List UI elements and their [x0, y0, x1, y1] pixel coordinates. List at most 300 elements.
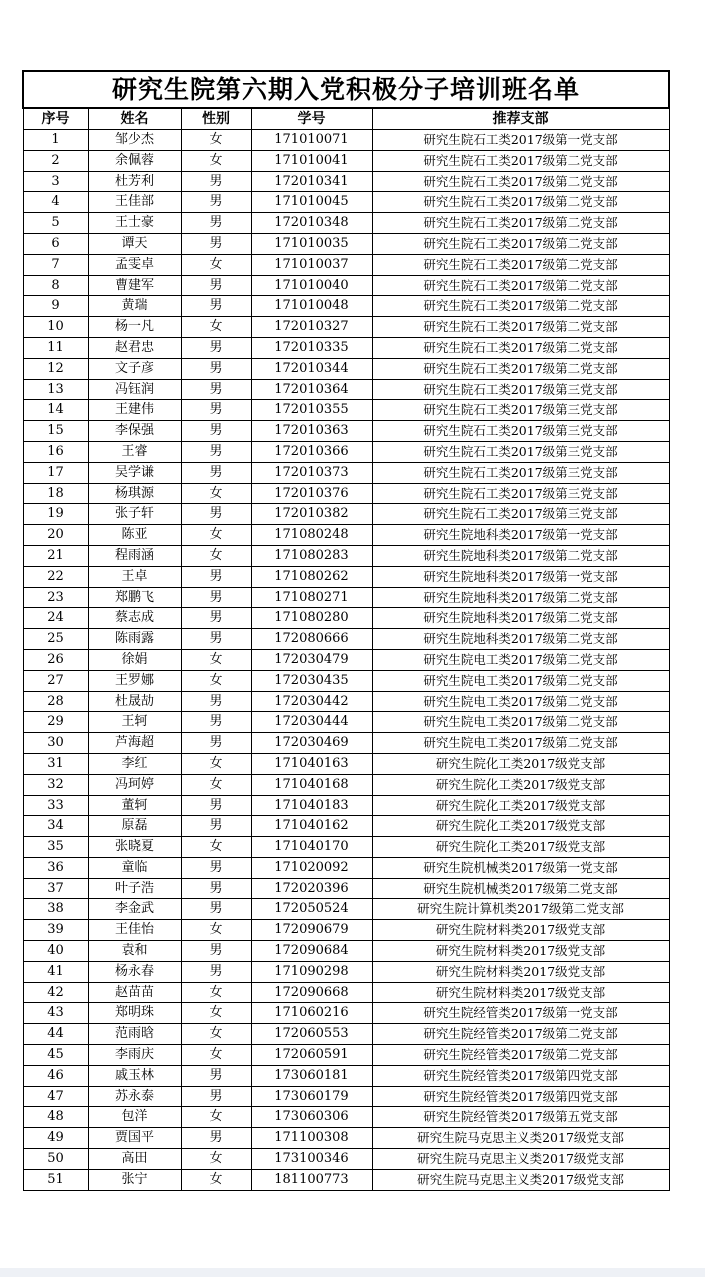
cell-gender: 男	[181, 441, 251, 462]
cell-name: 黄瑞	[88, 296, 181, 317]
cell-branch: 研究生院石工类2017级第三党支部	[372, 441, 669, 462]
table-row	[23, 1128, 669, 1149]
table-row	[23, 192, 669, 213]
cell-branch: 研究生院电工类2017级第二党支部	[372, 691, 669, 712]
header-gender: 性别	[181, 108, 251, 130]
cell-gender: 女	[181, 649, 251, 670]
cell-branch: 研究生院石工类2017级第二党支部	[372, 254, 669, 275]
table-row	[23, 1169, 669, 1190]
cell-gender: 女	[181, 670, 251, 691]
table-row	[23, 1003, 669, 1024]
cell-name: 包洋	[88, 1107, 181, 1128]
cell-gender: 男	[181, 400, 251, 421]
cell-index: 31	[23, 753, 88, 774]
cell-gender: 女	[181, 1045, 251, 1066]
cell-gender: 男	[181, 462, 251, 483]
cell-branch: 研究生院地科类2017级第二党支部	[372, 545, 669, 566]
cell-branch: 研究生院石工类2017级第三党支部	[372, 379, 669, 400]
header-index: 序号	[23, 108, 88, 130]
cell-branch: 研究生院机械类2017级第一党支部	[372, 857, 669, 878]
roster-body	[23, 71, 669, 1190]
cell-student-id: 171010041	[251, 150, 372, 171]
cell-index: 39	[23, 920, 88, 941]
table-row	[23, 649, 669, 670]
cell-student-id: 172050524	[251, 899, 372, 920]
table-row	[23, 1086, 669, 1107]
table-row	[23, 1065, 669, 1086]
cell-student-id: 172010355	[251, 400, 372, 421]
table-row	[23, 337, 669, 358]
cell-branch: 研究生院经管类2017级第五党支部	[372, 1107, 669, 1128]
cell-index: 22	[23, 566, 88, 587]
cell-student-id: 172010373	[251, 462, 372, 483]
cell-student-id: 171080280	[251, 608, 372, 629]
cell-student-id: 172010382	[251, 504, 372, 525]
cell-index: 8	[23, 275, 88, 296]
cell-gender: 女	[181, 837, 251, 858]
cell-gender: 男	[181, 691, 251, 712]
cell-index: 47	[23, 1086, 88, 1107]
header-row	[23, 108, 669, 130]
cell-name: 董轲	[88, 795, 181, 816]
table-row	[23, 462, 669, 483]
cell-student-id: 171060216	[251, 1003, 372, 1024]
cell-name: 王轲	[88, 712, 181, 733]
cell-branch: 研究生院马克思主义类2017级党支部	[372, 1169, 669, 1190]
cell-name: 王佳部	[88, 192, 181, 213]
table-row	[23, 670, 669, 691]
table-row	[23, 899, 669, 920]
table-row	[23, 982, 669, 1003]
cell-name: 张晓夏	[88, 837, 181, 858]
cell-gender: 女	[181, 1169, 251, 1190]
cell-index: 49	[23, 1128, 88, 1149]
cell-branch: 研究生院地科类2017级第一党支部	[372, 566, 669, 587]
table-row	[23, 400, 669, 421]
cell-student-id: 171040168	[251, 774, 372, 795]
table-row	[23, 441, 669, 462]
cell-branch: 研究生院化工类2017级党支部	[372, 753, 669, 774]
cell-index: 51	[23, 1169, 88, 1190]
cell-index: 14	[23, 400, 88, 421]
cell-gender: 男	[181, 296, 251, 317]
table-row	[23, 566, 669, 587]
cell-branch: 研究生院石工类2017级第三党支部	[372, 400, 669, 421]
cell-branch: 研究生院地科类2017级第一党支部	[372, 525, 669, 546]
table-row	[23, 421, 669, 442]
cell-branch: 研究生院石工类2017级第三党支部	[372, 504, 669, 525]
cell-student-id: 172030444	[251, 712, 372, 733]
cell-branch: 研究生院石工类2017级第一党支部	[372, 130, 669, 151]
cell-index: 40	[23, 941, 88, 962]
cell-gender: 女	[181, 483, 251, 504]
cell-gender: 男	[181, 899, 251, 920]
cell-name: 余佩蓉	[88, 150, 181, 171]
cell-student-id: 172010366	[251, 441, 372, 462]
cell-branch: 研究生院石工类2017级第二党支部	[372, 317, 669, 338]
cell-student-id: 171010040	[251, 275, 372, 296]
cell-student-id: 171010035	[251, 233, 372, 254]
cell-gender: 男	[181, 1086, 251, 1107]
cell-student-id: 171010048	[251, 296, 372, 317]
cell-gender: 男	[181, 961, 251, 982]
cell-branch: 研究生院化工类2017级党支部	[372, 795, 669, 816]
table-row	[23, 296, 669, 317]
cell-index: 25	[23, 629, 88, 650]
cell-name: 李保强	[88, 421, 181, 442]
cell-student-id: 171040170	[251, 837, 372, 858]
cell-gender: 女	[181, 753, 251, 774]
cell-name: 贾国平	[88, 1128, 181, 1149]
cell-index: 34	[23, 816, 88, 837]
cell-branch: 研究生院电工类2017级第二党支部	[372, 670, 669, 691]
cell-name: 王士豪	[88, 213, 181, 234]
cell-index: 12	[23, 358, 88, 379]
cell-branch: 研究生院材料类2017级党支部	[372, 920, 669, 941]
table-row	[23, 317, 669, 338]
table-row	[23, 233, 669, 254]
roster-table	[22, 70, 670, 1191]
cell-name: 袁和	[88, 941, 181, 962]
cell-student-id: 171010045	[251, 192, 372, 213]
cell-name: 程雨涵	[88, 545, 181, 566]
table-row	[23, 1024, 669, 1045]
cell-name: 吴学谦	[88, 462, 181, 483]
cell-gender: 男	[181, 337, 251, 358]
cell-branch: 研究生院石工类2017级第三党支部	[372, 483, 669, 504]
table-row	[23, 213, 669, 234]
cell-name: 原磊	[88, 816, 181, 837]
cell-index: 37	[23, 878, 88, 899]
cell-gender: 男	[181, 566, 251, 587]
cell-index: 32	[23, 774, 88, 795]
cell-name: 陈亚	[88, 525, 181, 546]
table-row	[23, 254, 669, 275]
cell-branch: 研究生院石工类2017级第二党支部	[372, 275, 669, 296]
cell-name: 李红	[88, 753, 181, 774]
cell-name: 郑明珠	[88, 1003, 181, 1024]
cell-index: 29	[23, 712, 88, 733]
cell-name: 陈雨露	[88, 629, 181, 650]
cell-student-id: 173060181	[251, 1065, 372, 1086]
cell-gender: 男	[181, 712, 251, 733]
cell-branch: 研究生院石工类2017级第三党支部	[372, 421, 669, 442]
cell-gender: 男	[181, 629, 251, 650]
cell-index: 21	[23, 545, 88, 566]
cell-index: 24	[23, 608, 88, 629]
cell-index: 9	[23, 296, 88, 317]
cell-branch: 研究生院石工类2017级第三党支部	[372, 462, 669, 483]
table-row	[23, 691, 669, 712]
cell-student-id: 171080248	[251, 525, 372, 546]
cell-index: 11	[23, 337, 88, 358]
cell-gender: 男	[181, 358, 251, 379]
table-row	[23, 504, 669, 525]
cell-name: 曹建军	[88, 275, 181, 296]
cell-index: 7	[23, 254, 88, 275]
cell-gender: 男	[181, 878, 251, 899]
cell-student-id: 172010363	[251, 421, 372, 442]
cell-student-id: 172010341	[251, 171, 372, 192]
cell-name: 芦海超	[88, 733, 181, 754]
cell-branch: 研究生院材料类2017级党支部	[372, 982, 669, 1003]
cell-name: 杨一凡	[88, 317, 181, 338]
cell-branch: 研究生院石工类2017级第二党支部	[372, 337, 669, 358]
cell-gender: 男	[181, 941, 251, 962]
cell-gender: 女	[181, 545, 251, 566]
cell-student-id: 172090684	[251, 941, 372, 962]
cell-student-id: 171010071	[251, 130, 372, 151]
header-name: 姓名	[88, 108, 181, 130]
table-row	[23, 816, 669, 837]
cell-student-id: 172030469	[251, 733, 372, 754]
cell-gender: 男	[181, 421, 251, 442]
cell-branch: 研究生院材料类2017级党支部	[372, 941, 669, 962]
table-row	[23, 1149, 669, 1170]
table-row	[23, 545, 669, 566]
cell-student-id: 171080271	[251, 587, 372, 608]
cell-branch: 研究生院石工类2017级第二党支部	[372, 192, 669, 213]
cell-gender: 男	[181, 379, 251, 400]
cell-name: 徐娟	[88, 649, 181, 670]
cell-gender: 女	[181, 525, 251, 546]
cell-index: 15	[23, 421, 88, 442]
cell-student-id: 171090298	[251, 961, 372, 982]
table-row	[23, 857, 669, 878]
cell-branch: 研究生院石工类2017级第二党支部	[372, 213, 669, 234]
cell-gender: 女	[181, 254, 251, 275]
cell-gender: 男	[181, 733, 251, 754]
cell-gender: 男	[181, 795, 251, 816]
cell-gender: 男	[181, 608, 251, 629]
cell-name: 孟雯卓	[88, 254, 181, 275]
cell-index: 19	[23, 504, 88, 525]
cell-name: 文子彦	[88, 358, 181, 379]
cell-student-id: 171080283	[251, 545, 372, 566]
cell-gender: 男	[181, 275, 251, 296]
title-row	[23, 71, 669, 108]
cell-branch: 研究生院化工类2017级党支部	[372, 816, 669, 837]
cell-index: 38	[23, 899, 88, 920]
cell-student-id: 171100308	[251, 1128, 372, 1149]
cell-index: 26	[23, 649, 88, 670]
cell-name: 邹少杰	[88, 130, 181, 151]
cell-index: 43	[23, 1003, 88, 1024]
cell-name: 王建伟	[88, 400, 181, 421]
cell-gender: 女	[181, 1149, 251, 1170]
table-row	[23, 130, 669, 151]
cell-index: 48	[23, 1107, 88, 1128]
cell-index: 1	[23, 130, 88, 151]
cell-gender: 女	[181, 130, 251, 151]
cell-gender: 女	[181, 1107, 251, 1128]
cell-gender: 女	[181, 1024, 251, 1045]
cell-student-id: 172010327	[251, 317, 372, 338]
cell-branch: 研究生院化工类2017级党支部	[372, 774, 669, 795]
cell-student-id: 172010344	[251, 358, 372, 379]
cell-branch: 研究生院马克思主义类2017级党支部	[372, 1128, 669, 1149]
cell-index: 27	[23, 670, 88, 691]
cell-student-id: 172030479	[251, 649, 372, 670]
cell-index: 20	[23, 525, 88, 546]
cell-index: 46	[23, 1065, 88, 1086]
cell-name: 童临	[88, 857, 181, 878]
cell-gender: 男	[181, 857, 251, 878]
cell-student-id: 171040183	[251, 795, 372, 816]
table-row	[23, 712, 669, 733]
cell-name: 王佳怡	[88, 920, 181, 941]
cell-branch: 研究生院石工类2017级第二党支部	[372, 171, 669, 192]
cell-branch: 研究生院机械类2017级第二党支部	[372, 878, 669, 899]
cell-branch: 研究生院计算机类2017级第二党支部	[372, 899, 669, 920]
cell-name: 杨永春	[88, 961, 181, 982]
cell-gender: 女	[181, 150, 251, 171]
cell-gender: 女	[181, 982, 251, 1003]
cell-branch: 研究生院石工类2017级第二党支部	[372, 296, 669, 317]
cell-name: 蔡志成	[88, 608, 181, 629]
header-branch: 推荐支部	[372, 108, 669, 130]
table-row	[23, 150, 669, 171]
cell-gender: 女	[181, 1003, 251, 1024]
cell-student-id: 172090679	[251, 920, 372, 941]
cell-student-id: 173060306	[251, 1107, 372, 1128]
cell-gender: 男	[181, 587, 251, 608]
cell-student-id: 171010037	[251, 254, 372, 275]
cell-name: 杜晟劼	[88, 691, 181, 712]
cell-student-id: 172010364	[251, 379, 372, 400]
cell-branch: 研究生院电工类2017级第二党支部	[372, 712, 669, 733]
cell-student-id: 181100773	[251, 1169, 372, 1190]
cell-index: 36	[23, 857, 88, 878]
cell-name: 张子轩	[88, 504, 181, 525]
table-row	[23, 774, 669, 795]
cell-gender: 女	[181, 920, 251, 941]
cell-name: 李金武	[88, 899, 181, 920]
header-student-id: 学号	[251, 108, 372, 130]
cell-student-id: 172060553	[251, 1024, 372, 1045]
cell-name: 李雨庆	[88, 1045, 181, 1066]
cell-student-id: 172030435	[251, 670, 372, 691]
cell-index: 42	[23, 982, 88, 1003]
cell-student-id: 172030442	[251, 691, 372, 712]
cell-name: 郑鹏飞	[88, 587, 181, 608]
cell-index: 5	[23, 213, 88, 234]
cell-student-id: 171040162	[251, 816, 372, 837]
table-row	[23, 1107, 669, 1128]
cell-index: 35	[23, 837, 88, 858]
cell-name: 张宁	[88, 1169, 181, 1190]
table-row	[23, 525, 669, 546]
table-row	[23, 483, 669, 504]
cell-name: 高田	[88, 1149, 181, 1170]
cell-name: 杜芳利	[88, 171, 181, 192]
cell-gender: 男	[181, 1065, 251, 1086]
cell-gender: 女	[181, 317, 251, 338]
cell-name: 戚玉林	[88, 1065, 181, 1086]
cell-branch: 研究生院经管类2017级第四党支部	[372, 1065, 669, 1086]
cell-student-id: 172020396	[251, 878, 372, 899]
table-row	[23, 358, 669, 379]
cell-name: 赵苗苗	[88, 982, 181, 1003]
cell-name: 杨琪源	[88, 483, 181, 504]
cell-branch: 研究生院马克思主义类2017级党支部	[372, 1149, 669, 1170]
cell-name: 冯钰润	[88, 379, 181, 400]
cell-name: 赵君忠	[88, 337, 181, 358]
cell-branch: 研究生院石工类2017级第二党支部	[372, 233, 669, 254]
table-row	[23, 837, 669, 858]
table-row	[23, 878, 669, 899]
cell-name: 王卓	[88, 566, 181, 587]
cell-branch: 研究生院地科类2017级第二党支部	[372, 587, 669, 608]
cell-branch: 研究生院石工类2017级第二党支部	[372, 358, 669, 379]
cell-gender: 男	[181, 816, 251, 837]
cell-student-id: 171020092	[251, 857, 372, 878]
cell-index: 6	[23, 233, 88, 254]
cell-student-id: 172060591	[251, 1045, 372, 1066]
table-row	[23, 961, 669, 982]
cell-index: 28	[23, 691, 88, 712]
cell-gender: 男	[181, 1128, 251, 1149]
table-row	[23, 275, 669, 296]
table-row	[23, 941, 669, 962]
cell-name: 苏永泰	[88, 1086, 181, 1107]
cell-index: 17	[23, 462, 88, 483]
cell-index: 4	[23, 192, 88, 213]
cell-branch: 研究生院电工类2017级第二党支部	[372, 733, 669, 754]
cell-branch: 研究生院经管类2017级第四党支部	[372, 1086, 669, 1107]
cell-index: 50	[23, 1149, 88, 1170]
cell-index: 16	[23, 441, 88, 462]
cell-gender: 男	[181, 213, 251, 234]
table-row	[23, 795, 669, 816]
cell-branch: 研究生院经管类2017级第一党支部	[372, 1003, 669, 1024]
table-row	[23, 171, 669, 192]
cell-student-id: 171080262	[251, 566, 372, 587]
cell-gender: 男	[181, 504, 251, 525]
cell-gender: 男	[181, 171, 251, 192]
cell-student-id: 172010335	[251, 337, 372, 358]
cell-name: 叶子浩	[88, 878, 181, 899]
cell-index: 13	[23, 379, 88, 400]
cell-index: 44	[23, 1024, 88, 1045]
cell-student-id: 172080666	[251, 629, 372, 650]
table-row	[23, 753, 669, 774]
cell-student-id: 172090668	[251, 982, 372, 1003]
cell-branch: 研究生院经管类2017级第二党支部	[372, 1045, 669, 1066]
cell-student-id: 173100346	[251, 1149, 372, 1170]
cell-index: 18	[23, 483, 88, 504]
cell-branch: 研究生院经管类2017级第二党支部	[372, 1024, 669, 1045]
cell-branch: 研究生院地科类2017级第二党支部	[372, 608, 669, 629]
cell-name: 冯珂婷	[88, 774, 181, 795]
sheet-title: 研究生院第六期入党积极分子培训班名单	[23, 71, 669, 108]
cell-index: 45	[23, 1045, 88, 1066]
cell-gender: 女	[181, 774, 251, 795]
cell-index: 41	[23, 961, 88, 982]
cell-student-id: 172010348	[251, 213, 372, 234]
cell-index: 23	[23, 587, 88, 608]
table-row	[23, 379, 669, 400]
cell-name: 谭天	[88, 233, 181, 254]
table-row	[23, 920, 669, 941]
cell-name: 王罗娜	[88, 670, 181, 691]
cell-name: 王睿	[88, 441, 181, 462]
bottom-strip	[0, 1268, 705, 1277]
cell-student-id: 173060179	[251, 1086, 372, 1107]
table-row	[23, 608, 669, 629]
cell-gender: 男	[181, 192, 251, 213]
cell-student-id: 172010376	[251, 483, 372, 504]
